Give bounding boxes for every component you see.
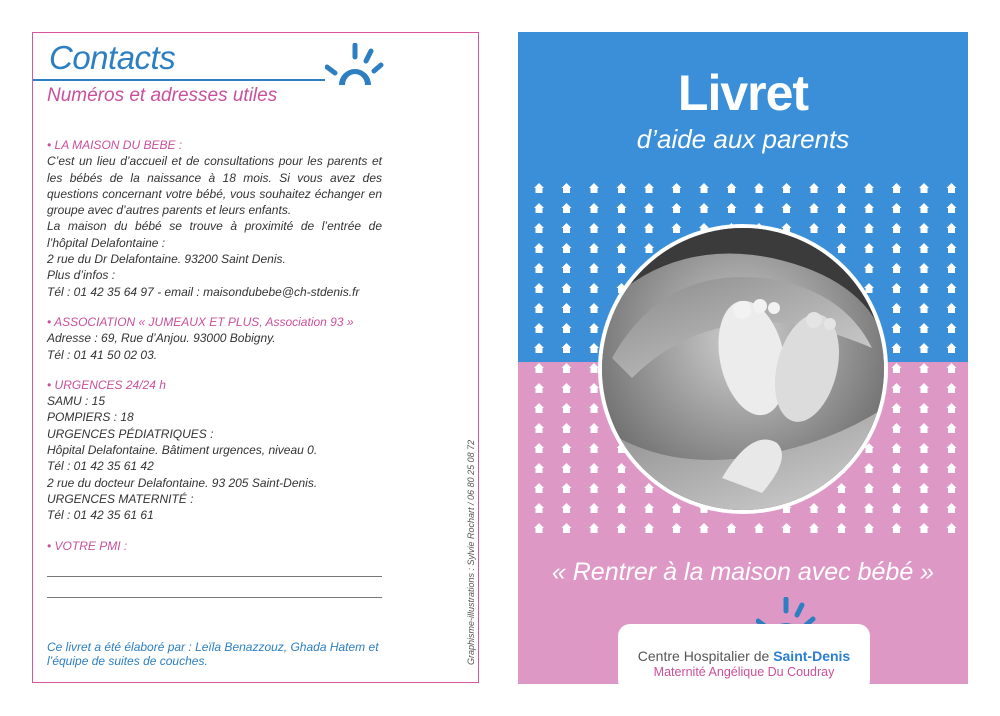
association-header: • ASSOCIATION « JUMEAUX ET PLUS, Association 93 » <box>47 314 354 329</box>
house-icon <box>892 343 902 353</box>
house-icon <box>782 523 792 533</box>
contacts-title: Contacts <box>49 39 176 76</box>
cover-subtitle: d’aide aux parents <box>636 124 850 154</box>
house-icon <box>947 443 957 453</box>
house-icon <box>837 183 847 193</box>
credits: Ce livret a été élaboré par : Leïla Benazzouz, Ghada Hatem et l’équipe de suites de couches. <box>47 640 379 668</box>
house-icon <box>727 523 737 533</box>
house-icon <box>534 343 544 353</box>
house-icon <box>534 423 544 433</box>
house-icon <box>617 243 627 253</box>
house-icon <box>589 523 599 533</box>
house-icon <box>617 463 627 473</box>
pmi-header: • VOTRE PMI : <box>47 538 128 553</box>
pmi-line-2 <box>47 597 382 598</box>
house-icon <box>534 383 544 393</box>
hospital-card <box>618 624 870 684</box>
urgences-tel1: Tél : 01 42 35 61 42 <box>47 459 154 474</box>
house-icon <box>534 283 544 293</box>
house-icon <box>892 363 902 373</box>
house-icon <box>919 283 929 293</box>
maison-text2: La maison du bébé se trouve à proximité de l’entrée de l’hôpital Delafontaine : <box>47 219 382 250</box>
house-icon <box>534 223 544 233</box>
house-icon <box>672 223 682 233</box>
house-icon <box>644 523 654 533</box>
house-icon <box>837 223 847 233</box>
house-icon <box>672 183 682 193</box>
house-icon <box>892 203 902 213</box>
house-icon <box>562 323 572 333</box>
cover-title: Livret <box>677 65 809 121</box>
house-icon <box>892 503 902 513</box>
house-icon <box>947 463 957 473</box>
house-icon <box>892 323 902 333</box>
house-icon <box>727 183 737 193</box>
house-icon <box>534 263 544 273</box>
house-icon <box>892 303 902 313</box>
house-icon <box>699 203 709 213</box>
house-icon <box>644 203 654 213</box>
urgences-tel2: Tél : 01 42 35 61 61 <box>47 508 154 523</box>
house-icon <box>589 463 599 473</box>
house-icon <box>947 423 957 433</box>
house-icon <box>534 463 544 473</box>
house-icon <box>892 463 902 473</box>
house-icon <box>864 463 874 473</box>
house-icon <box>562 283 572 293</box>
house-icon <box>617 483 627 493</box>
house-icon <box>562 523 572 533</box>
house-icon <box>947 323 957 333</box>
contacts-subtitle: Numéros et adresses utiles <box>47 85 278 106</box>
house-icon <box>562 463 572 473</box>
contacts-panel <box>32 32 479 683</box>
house-icon <box>864 223 874 233</box>
house-icon <box>892 523 902 533</box>
house-icon <box>919 403 929 413</box>
house-icon <box>699 523 709 533</box>
house-icon <box>864 203 874 213</box>
house-icon <box>727 203 737 213</box>
house-icon <box>837 523 847 533</box>
house-icon <box>947 223 957 233</box>
house-icon <box>534 323 544 333</box>
urgences-samu: SAMU : 15 <box>47 394 106 409</box>
house-icon <box>809 223 819 233</box>
house-icon <box>562 383 572 393</box>
house-icon <box>589 303 599 313</box>
house-icon <box>672 503 682 513</box>
house-icon <box>534 443 544 453</box>
house-icon <box>589 383 599 393</box>
house-icon <box>589 483 599 493</box>
house-icon <box>617 503 627 513</box>
house-icon <box>644 503 654 513</box>
house-icon <box>919 223 929 233</box>
house-icon <box>589 183 599 193</box>
house-icon <box>919 343 929 353</box>
pmi-line-1 <box>47 576 382 577</box>
house-icon <box>892 263 902 273</box>
house-icon <box>589 423 599 433</box>
house-icon <box>947 183 957 193</box>
urgences-address: 2 rue du docteur Delafontaine. 93 205 Saint-Denis. <box>47 475 318 490</box>
house-icon <box>919 463 929 473</box>
house-icon <box>919 243 929 253</box>
hospital-name <box>618 648 870 664</box>
house-icon <box>562 223 572 233</box>
house-icon <box>617 263 627 273</box>
house-icon <box>919 203 929 213</box>
house-icon <box>562 423 572 433</box>
house-icon <box>892 183 902 193</box>
house-icon <box>562 243 572 253</box>
house-icon <box>589 443 599 453</box>
house-icon <box>534 403 544 413</box>
house-icon <box>919 483 929 493</box>
house-icon <box>947 303 957 313</box>
house-icon <box>534 243 544 253</box>
house-icon <box>864 263 874 273</box>
baby-feet-photo <box>598 224 888 514</box>
cover-quote: « Rentrer à la maison avec bébé » <box>551 558 935 586</box>
house-icon <box>864 503 874 513</box>
house-icon <box>754 523 764 533</box>
house-icon <box>892 243 902 253</box>
house-icon <box>672 523 682 533</box>
house-icon <box>809 523 819 533</box>
house-icon <box>892 383 902 393</box>
house-icon <box>837 203 847 213</box>
house-icon <box>644 223 654 233</box>
house-icon <box>947 343 957 353</box>
house-icon <box>947 383 957 393</box>
house-icon <box>864 183 874 193</box>
house-icon <box>589 403 599 413</box>
maison-tel: Tél : 01 42 35 64 97 - email : maisondubebe@ch-stdenis.fr <box>47 284 360 299</box>
sun-logo-icon <box>325 43 385 95</box>
house-icon <box>754 183 764 193</box>
association-address: Adresse : 69, Rue d’Anjou. 93000 Bobigny. <box>47 331 276 346</box>
house-icon <box>644 243 654 253</box>
urgences-hopital: Hôpital Delafontaine. Bâtiment urgences, niveau 0. <box>47 443 318 458</box>
hospital-name-city: Saint-Denis <box>773 648 851 664</box>
photo-image <box>602 228 884 510</box>
house-icon <box>562 503 572 513</box>
house-icon <box>809 183 819 193</box>
house-icon <box>534 183 544 193</box>
house-icon <box>947 363 957 373</box>
house-icon <box>617 183 627 193</box>
house-icon <box>809 503 819 513</box>
house-icon <box>562 303 572 313</box>
house-icon <box>617 223 627 233</box>
cover-panel <box>518 32 968 684</box>
urgences-ped: URGENCES PÉDIATRIQUES : <box>47 426 214 441</box>
urgences-pompiers: POMPIERS : 18 <box>47 410 134 425</box>
house-icon <box>562 263 572 273</box>
house-icon <box>562 483 572 493</box>
maternity-name: Maternité Angélique Du Coudray <box>653 665 835 679</box>
maison-header: • LA MAISON DU BEBE : <box>47 138 183 152</box>
house-icon <box>864 483 874 493</box>
maison-plus: Plus d’infos : <box>47 268 116 283</box>
maison-address: 2 rue du Dr Delafontaine. 93200 Saint Denis. <box>47 252 286 267</box>
house-icon <box>892 423 902 433</box>
house-icon <box>562 443 572 453</box>
house-icon <box>589 263 599 273</box>
house-icon <box>534 503 544 513</box>
house-icon <box>864 523 874 533</box>
house-icon <box>699 183 709 193</box>
house-icon <box>947 203 957 213</box>
house-icon <box>589 323 599 333</box>
house-icon <box>837 483 847 493</box>
house-icon <box>534 203 544 213</box>
contacts-body <box>47 137 382 598</box>
house-icon <box>892 443 902 453</box>
house-icon <box>589 343 599 353</box>
house-icon <box>919 363 929 373</box>
house-icon <box>589 203 599 213</box>
house-icon <box>919 443 929 453</box>
house-icon <box>919 523 929 533</box>
association-tel: Tél : 01 41 50 02 03. <box>47 347 158 362</box>
house-icon <box>644 483 654 493</box>
maison-text1: C’est un lieu d’accueil et de consultations pour les parents et les bébés de la naissance à 18 mois. Si vous avez des questions concernant votre bébé, vous souhaitez échanger en groupe avec d’autres parents et leurs enfants. <box>47 154 382 218</box>
urgences-mat: URGENCES MATERNITÉ : <box>47 491 194 506</box>
house-icon <box>947 283 957 293</box>
house-icon <box>589 283 599 293</box>
house-icon <box>947 263 957 273</box>
house-icon <box>892 403 902 413</box>
house-icon <box>919 423 929 433</box>
house-icon <box>892 483 902 493</box>
house-icon <box>947 483 957 493</box>
urgences-header: • URGENCES 24/24 h <box>47 377 166 392</box>
house-icon <box>947 403 957 413</box>
house-icon <box>534 483 544 493</box>
house-icon <box>919 183 929 193</box>
house-icon <box>919 383 929 393</box>
house-icon <box>754 203 764 213</box>
house-icon <box>782 203 792 213</box>
hospital-name-prefix: Centre Hospitalier de <box>637 648 774 664</box>
house-icon <box>919 263 929 273</box>
house-icon <box>562 343 572 353</box>
house-icon <box>644 183 654 193</box>
house-icon <box>892 223 902 233</box>
house-icon <box>947 503 957 513</box>
house-icon <box>672 203 682 213</box>
house-icon <box>589 243 599 253</box>
house-icon <box>919 303 929 313</box>
house-icon <box>782 183 792 193</box>
house-icon <box>837 503 847 513</box>
house-icon <box>837 243 847 253</box>
house-icon <box>947 523 957 533</box>
house-icon <box>589 503 599 513</box>
house-icon <box>562 183 572 193</box>
house-icon <box>562 363 572 373</box>
house-icon <box>562 403 572 413</box>
house-icon <box>617 523 627 533</box>
house-icon <box>589 223 599 233</box>
house-icon <box>919 323 929 333</box>
house-icon <box>534 363 544 373</box>
house-icon <box>809 203 819 213</box>
house-icon <box>892 283 902 293</box>
house-icon <box>864 243 874 253</box>
house-icon <box>562 203 572 213</box>
title-underline <box>33 79 325 81</box>
house-icon <box>947 243 957 253</box>
house-icon <box>919 503 929 513</box>
graphic-credit: Graphisme-illustrations : Sylvie Rochart / 06 80 25 08 72 <box>466 439 476 665</box>
house-icon <box>534 523 544 533</box>
house-icon <box>617 203 627 213</box>
house-icon <box>534 303 544 313</box>
